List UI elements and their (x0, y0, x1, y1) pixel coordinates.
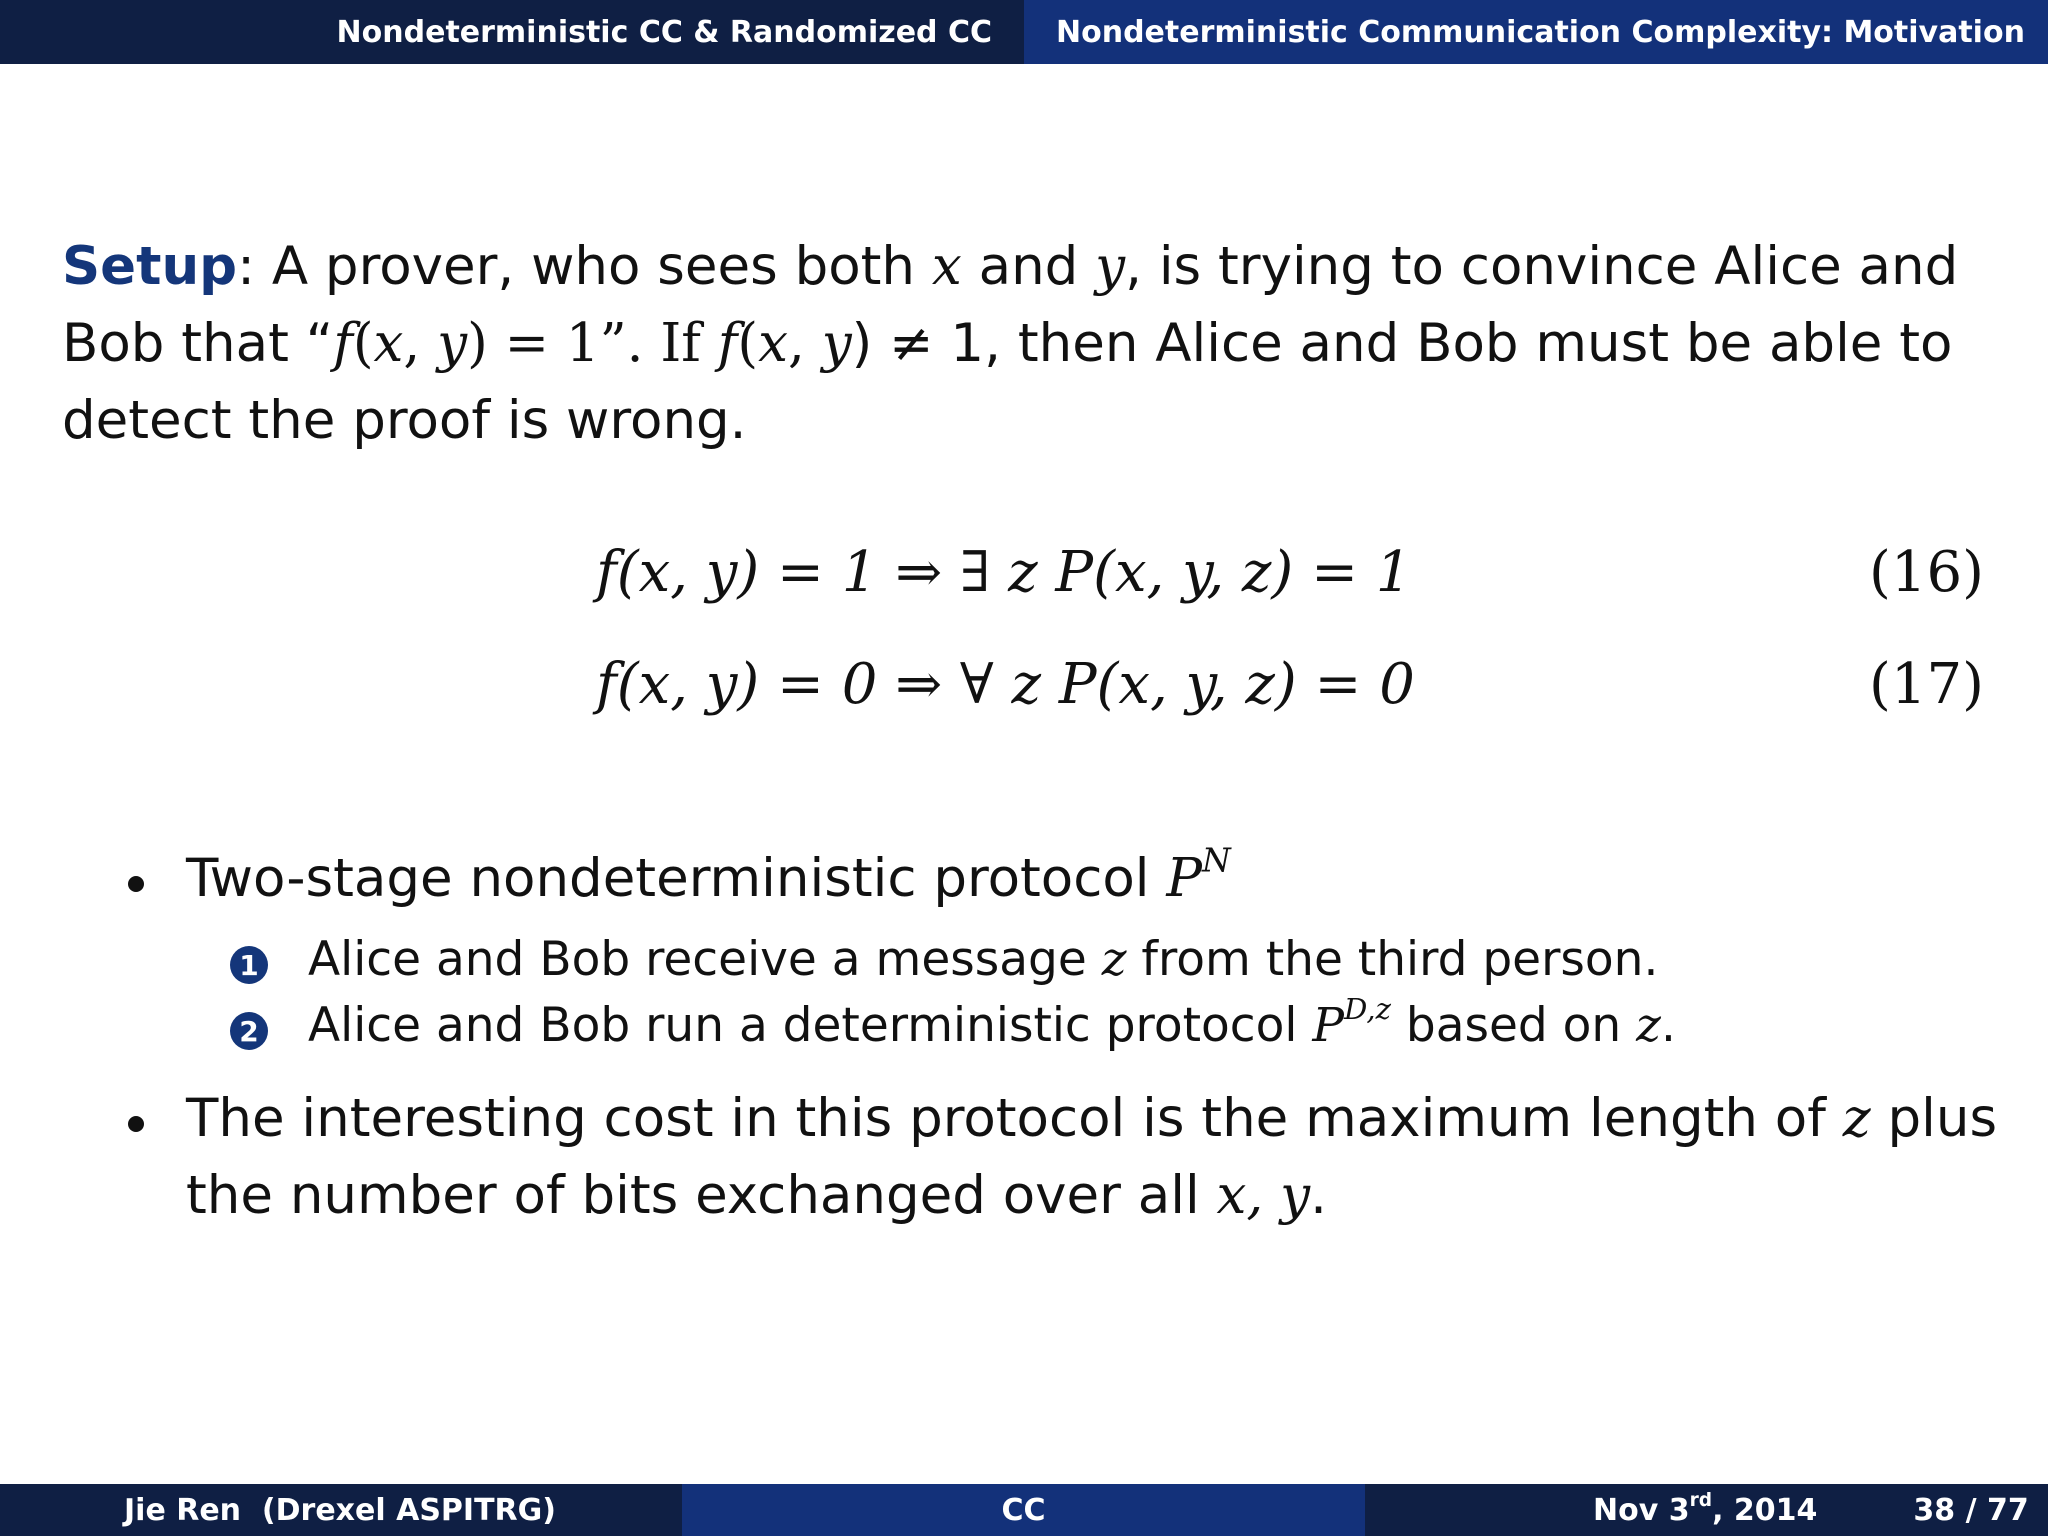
footer-title: CC (1001, 1492, 1046, 1528)
equation-17 (596, 652, 1415, 717)
bullet-1 (186, 840, 1231, 909)
equation-17-rhs: (x, y, z) = 0 (1096, 652, 1415, 717)
subitem-1-z: z (1101, 932, 1127, 987)
var-x-2: x (373, 313, 404, 374)
header-section (0, 0, 1024, 64)
subitem-2-protocol: P (1312, 998, 1344, 1053)
setup-text-5: ) = 1”. If (467, 313, 718, 374)
footer-date-sup: rd (1689, 1489, 1713, 1511)
setup-paragraph: Setup: A prover, who sees both x and y, is trying to convince Alice and Bob that “f(x, y) = 1”. If f(x, y) ≠ 1, then Alice and Bob must be able to detect the proof is wrong. (62, 236, 1959, 451)
equation-16-lhs: f(x, y) = 1 ⇒ ∃ z (596, 540, 1056, 605)
var-y-3: y (821, 313, 852, 374)
bullet-1-text: Two-stage nondeterministic protocol (186, 848, 1167, 909)
bullet-dot-1 (128, 876, 144, 892)
equation-16-rhs: (x, y, z) = 1 (1093, 540, 1412, 605)
var-x: x (931, 236, 962, 297)
subitem-number-1: 1 (230, 946, 268, 984)
bullet-1-superscript: N (1202, 840, 1231, 880)
var-y: y (1095, 236, 1126, 297)
bullet-2-text-d: . (1310, 1165, 1327, 1226)
footer-date-box (1365, 1484, 2048, 1536)
footer-author-box (0, 1484, 682, 1536)
bullet-1-protocol: P (1166, 848, 1203, 909)
setup-text-1: : A prover, who sees both (237, 236, 932, 297)
subitem-1 (308, 932, 1658, 987)
setup-text-3: , is trying to convince Alice and Bob that “ (62, 236, 1959, 374)
subitem-2-z: z (1636, 998, 1661, 1053)
equation-17-number: (17) (1869, 652, 1984, 717)
slide-header (0, 0, 2048, 64)
setup-text-4b: ( (737, 313, 759, 374)
subitem-2-text-b: based on (1390, 998, 1637, 1053)
bullet-2-line-2 (186, 1165, 1327, 1226)
footer-date (1593, 1489, 1818, 1528)
subitem-1-text-b: from the third person. (1126, 932, 1659, 987)
var-y-2: y (437, 313, 468, 374)
equation-16-number: (16) (1869, 540, 1984, 605)
equation-17-lhs: f(x, y) = 0 ⇒ ∀ z (596, 652, 1059, 717)
bullet-2-line-1 (186, 1088, 1997, 1149)
footer-date-main: Nov 3 (1593, 1492, 1690, 1528)
subitem-number-2: 2 (230, 1012, 268, 1050)
equation-16 (596, 540, 1411, 605)
setup-label: Setup (62, 236, 238, 297)
setup-text-2: and (961, 236, 1096, 297)
equation-17-protocol: P (1058, 652, 1097, 717)
header-subsection (1024, 0, 2048, 64)
bullet-2-text-b: plus (1870, 1088, 1998, 1149)
footer-page-number: 38 / 77 (1913, 1492, 2029, 1528)
bullet-2-z: z (1842, 1088, 1871, 1149)
subitem-2-text-a: Alice and Bob run a deterministic protocol (308, 998, 1313, 1053)
bullet-2-text-a: The interesting cost in this protocol is the maximum length of (186, 1088, 1843, 1149)
subitem-2 (308, 992, 1676, 1053)
footer-title-box (682, 1484, 1365, 1536)
footer-author: Jie Ren (Drexel ASPITRG) (124, 1492, 556, 1528)
bullet-2-xy: x, y (1216, 1165, 1311, 1226)
subitem-2-text-c: . (1660, 998, 1676, 1053)
var-f: f (333, 313, 353, 374)
slide-footer (0, 1484, 2048, 1536)
subitem-1-text-a: Alice and Bob receive a message (308, 932, 1102, 987)
subitem-2-superscript: D,z (1344, 992, 1391, 1027)
header-subsection-title: Nondeterministic Communication Complexity: Motivation (1056, 14, 2025, 50)
header-section-title: Nondeterministic CC & Randomized CC (336, 14, 992, 50)
equation-16-protocol: P (1055, 540, 1094, 605)
var-x-3: x (758, 313, 788, 374)
var-f-2: f (717, 313, 738, 374)
bullet-dot-2 (128, 1116, 144, 1132)
setup-text-6: ) ≠ 1, then Alice and Bob must be able to detect the proof is wrong. (62, 313, 1953, 451)
footer-date-tail: , 2014 (1712, 1492, 1818, 1528)
setup-text-4: ( (352, 313, 374, 374)
bullet-2-text-c: the number of bits exchanged over all (186, 1165, 1217, 1226)
